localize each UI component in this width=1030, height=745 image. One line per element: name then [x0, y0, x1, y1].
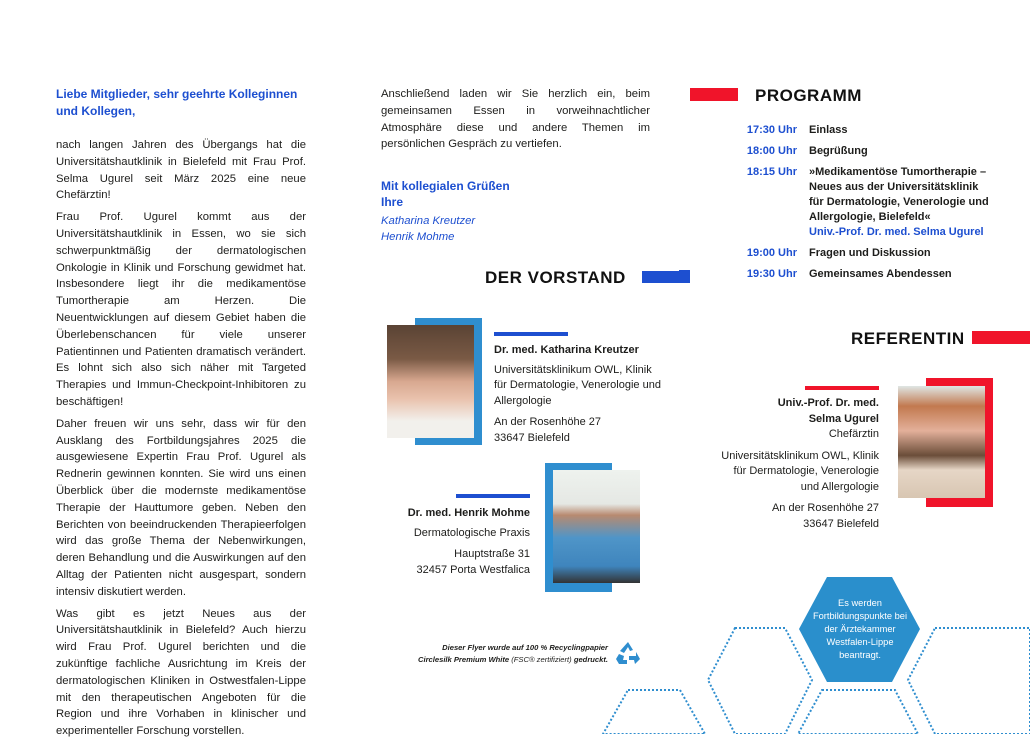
member-street: Hauptstraße 31: [454, 548, 530, 560]
cme-note: Es werden Fortbildungspunkte bei der Ärztekammer Westfalen-Lippe beantragt.: [812, 598, 908, 660]
paragraph: nach langen Jahren des Übergangs hat die Universitätshautklinik in Bielefeld mit Frau Prof. Selma Ugurel seit März 2025 eine neue Chefärztin!: [56, 139, 306, 202]
closing-ihre: Ihre: [381, 195, 404, 209]
member-city: 32457 Porta Westfalica: [416, 563, 530, 576]
referentin-city: 33647 Bielefeld: [803, 517, 879, 530]
member-name: Dr. med. Henrik Mohme: [407, 507, 530, 519]
programm-time: 17:30 Uhr: [746, 124, 797, 136]
hexagon-outline: [708, 628, 812, 734]
programm-heading: PROGRAMM: [755, 86, 862, 105]
programm-time: 19:00 Uhr: [746, 247, 797, 259]
print-note-text: gedruckt.: [571, 655, 608, 664]
paragraph: Was gibt es jetzt Neues aus der Universitätshautklinik in Bielefeld? Auch hierzu wird Frau Prof. Ugurel berichten und die zukünftige fachliche Ausrichtung im Kreis der dermatologischen Kliniken in Ostwestfalen-Lippe mit den therapeutischen Angeboten für die Region und ihre Vorhaben in klinischer und experimenteller Forschung vorstellen.: [56, 607, 306, 738]
print-note-text: Circlesilk Premium White: [417, 655, 512, 664]
programm-desc: Einlass: [809, 124, 848, 136]
member-city: 33647 Bielefeld: [494, 431, 570, 444]
referentin-heading: REFERENTIN: [851, 329, 965, 348]
member-affiliation: Dermatologische Praxis: [413, 526, 530, 539]
programm-time: 18:15 Uhr: [746, 166, 797, 178]
member-name: Dr. med. Katharina Kreutzer: [494, 344, 639, 356]
programm-desc: Fragen und Diskussion: [809, 247, 931, 259]
paragraph: Anschließend laden wir Sie herzlich ein, beim gemeinsamen Essen in vorweihnachtlicher Atmosphäre diese und andere Themen im persönlichen Gespräch zu vertiefen.: [381, 88, 650, 151]
paragraph: Frau Prof. Ugurel kommt aus der Universitätshautklinik in Essen, wo sie sich schwerpunktmäßig der dermatologischen Onkologie in Klinik und Forschung gewidmet hat. Insbesondere liegt ihr die medikamentöse Tumortherapie am Herzen. Die Neuentwicklungen auf diesem Gebiet haben die Überlebenschancen für viele unserer Patientinnen und Patienten dramatisch verändert. Es lohnt sich also sich näher mit Targeted Therapies und Immun-Checkpoint-Inhibitoren zu beschäftigen!: [56, 211, 306, 408]
programm-desc: Begrüßung: [809, 145, 868, 157]
programm-desc: Gemeinsames Abendessen: [809, 268, 952, 280]
referentin-affiliation: Universitätsklinikum OWL, Klinik für Dermatologie, Venerologie und Allergologie: [721, 449, 879, 493]
greeting: Liebe Mitglieder, sehr geehrte Kolleginnen und Kollegen,: [56, 87, 298, 118]
vorstand-heading: DER VORSTAND: [485, 268, 626, 287]
print-note-text: (FSC® zertifiziert): [511, 655, 572, 664]
paragraph: Daher freuen wir uns sehr, dass wir für den Ausklang des Fortbildungsjahres 2025 die ausgewiesene Expertin Frau Prof. Ugurel als Rednerin gewinnen konnten. Sie wird uns einen Überblick über die modernste medikamentöse Therapie der Hauttumore geben. Neben den Berichten von beeindruckenden Therapieerfolgen wird das große Thema der Nebenwirkungen, deren Behandlung und die Auswirkungen auf den Alltag der Patienten nicht ausgespart, sondern intensiv diskutiert werden.: [56, 417, 306, 598]
member-affiliation: Universitätsklinikum OWL, Klinik für Dermatologie, Venerologie und Allergologie: [494, 363, 661, 407]
print-note-line: Dieser Flyer wurde auf 100 % Recyclingpapier: [442, 643, 608, 652]
signature: Katharina Kreutzer: [381, 215, 476, 227]
closing: Mit kollegialen Grüßen: [381, 179, 510, 193]
hexagon-outline: [908, 628, 1030, 734]
signature: Henrik Mohme: [381, 231, 455, 243]
hexagon-outline: [798, 690, 918, 734]
programm-time: 18:00 Uhr: [746, 145, 797, 157]
member-street: An der Rosenhöhe 27: [494, 416, 602, 428]
programm-desc: »Medikamentöse Tumortherapie – Neues aus der Universitätsklinik für Dermatologie, Venerologie und Allergologie, Bielefeld«: [809, 166, 989, 223]
referentin-name: Selma Ugurel: [808, 412, 879, 425]
hexagon-outline: [603, 690, 705, 734]
referentin-name: Univ.-Prof. Dr. med.: [777, 397, 879, 409]
referentin-role: Chefärztin: [828, 428, 879, 440]
programm-time: 19:30 Uhr: [746, 268, 797, 280]
programm-speaker: Univ.-Prof. Dr. med. Selma Ugurel: [809, 226, 984, 238]
referentin-street: An der Rosenhöhe 27: [771, 502, 879, 514]
